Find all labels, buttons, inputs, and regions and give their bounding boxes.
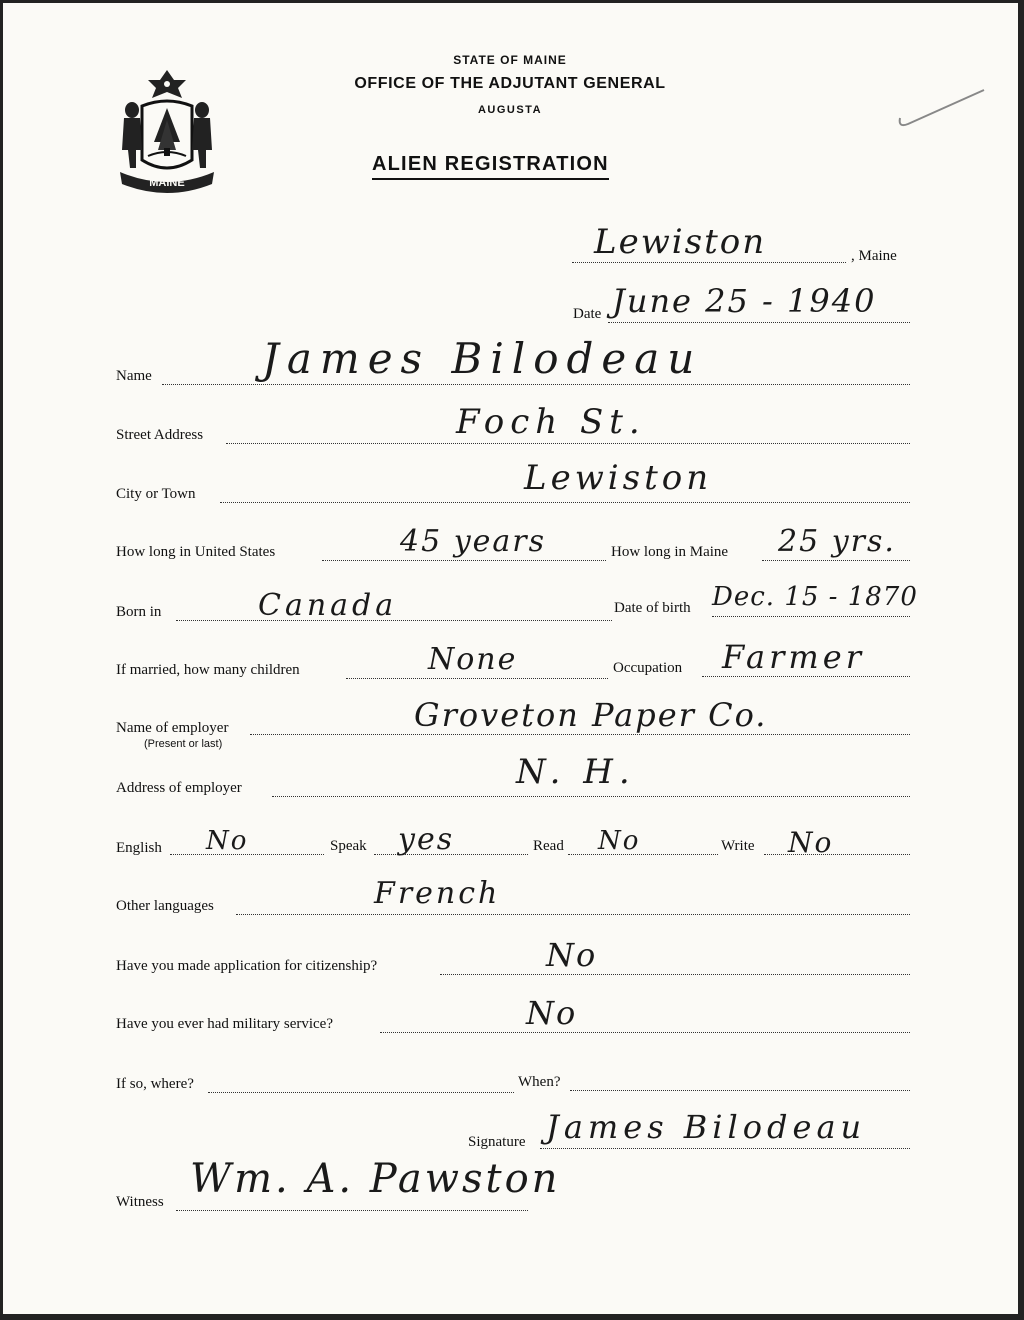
date-value: June 25 - 1940 — [612, 282, 877, 320]
citizenship-line — [440, 974, 910, 975]
citizenship-value: No — [546, 936, 598, 974]
employer-address-label: Address of employer — [116, 780, 242, 796]
write-line — [764, 854, 910, 855]
employer-address-value: N. H. — [516, 752, 636, 792]
other-languages-label: Other languages — [116, 898, 214, 914]
born-in-value: Canada — [258, 588, 398, 623]
how-long-maine-value: 25 yrs. — [778, 524, 896, 559]
born-in-label: Born in — [116, 604, 162, 620]
street-value: Foch St. — [456, 402, 646, 442]
date-of-birth-value: Dec. 15 - 1870 — [712, 582, 918, 612]
town-value: Lewiston — [594, 222, 767, 262]
children-value: None — [428, 642, 518, 677]
when-label: When? — [518, 1074, 561, 1090]
read-label: Read — [533, 838, 564, 854]
write-label: Write — [721, 838, 755, 854]
street-label: Street Address — [116, 427, 204, 443]
employer-address-line — [272, 796, 910, 797]
date-of-birth-line — [712, 616, 910, 617]
scan-border-bottom — [0, 1314, 1024, 1320]
header-state: STATE OF MAINE — [453, 53, 567, 67]
speak-value: yes — [398, 822, 455, 857]
employer-note: (Present or last) — [144, 738, 223, 750]
children-line — [346, 678, 608, 679]
occupation-line — [702, 676, 910, 677]
occupation-label: Occupation — [613, 660, 683, 676]
date-of-birth-label: Date of birth — [614, 600, 691, 616]
speak-label: Speak — [330, 838, 367, 854]
scan-border-top — [0, 0, 1024, 3]
occupation-value: Farmer — [722, 638, 865, 676]
how-long-us-value: 45 years — [400, 524, 547, 559]
maine-label: , Maine — [851, 248, 897, 264]
signature-value: James Bilodeau — [546, 1108, 867, 1146]
seal-label: MAINE — [149, 177, 185, 189]
check-mark-icon — [894, 84, 990, 132]
citizenship-label: Have you made application for citizenship? — [116, 958, 378, 974]
when-line — [570, 1090, 910, 1091]
how-long-maine-line — [762, 560, 910, 561]
read-value: No — [598, 826, 641, 856]
town-line — [572, 262, 846, 263]
other-languages-line — [236, 914, 910, 915]
other-languages-value: French — [374, 876, 501, 911]
where-line — [208, 1092, 514, 1093]
state-seal-icon — [112, 68, 222, 193]
form-title: ALIEN REGISTRATION — [372, 153, 609, 180]
children-label: If married, how many children — [116, 662, 300, 678]
employer-label: Name of employer — [116, 720, 229, 736]
witness-line — [176, 1210, 528, 1211]
employer-value: Groveton Paper Co. — [414, 696, 768, 734]
english-value: No — [206, 826, 249, 856]
name-label: Name — [116, 368, 152, 384]
where-label: If so, where? — [116, 1076, 194, 1092]
how-long-maine-label: How long in Maine — [611, 544, 729, 560]
witness-label: Witness — [116, 1194, 164, 1210]
name-line — [162, 384, 910, 385]
how-long-us-label: How long in United States — [116, 544, 276, 560]
scan-border-right — [1018, 0, 1024, 1320]
witness-value: Wm. A. Pawston — [190, 1156, 561, 1202]
scan-border-left — [0, 0, 3, 1320]
city-line — [220, 502, 910, 503]
signature-line — [540, 1148, 910, 1149]
employer-line — [250, 734, 910, 735]
write-value: No — [788, 826, 834, 859]
english-label: English — [116, 840, 162, 856]
military-line — [380, 1032, 910, 1033]
header-city: AUGUSTA — [477, 104, 543, 116]
how-long-us-line — [322, 560, 606, 561]
military-label: Have you ever had military service? — [116, 1016, 333, 1032]
street-line — [226, 443, 910, 444]
date-label: Date — [573, 306, 602, 322]
date-line — [608, 322, 910, 323]
signature-label: Signature — [468, 1134, 526, 1150]
read-line — [568, 854, 718, 855]
city-label: City or Town — [116, 486, 196, 502]
city-value: Lewiston — [524, 458, 713, 498]
military-value: No — [526, 994, 578, 1032]
header-office: OFFICE OF THE ADJUTANT GENERAL — [354, 75, 666, 92]
name-value: James Bilodeau — [262, 334, 703, 383]
